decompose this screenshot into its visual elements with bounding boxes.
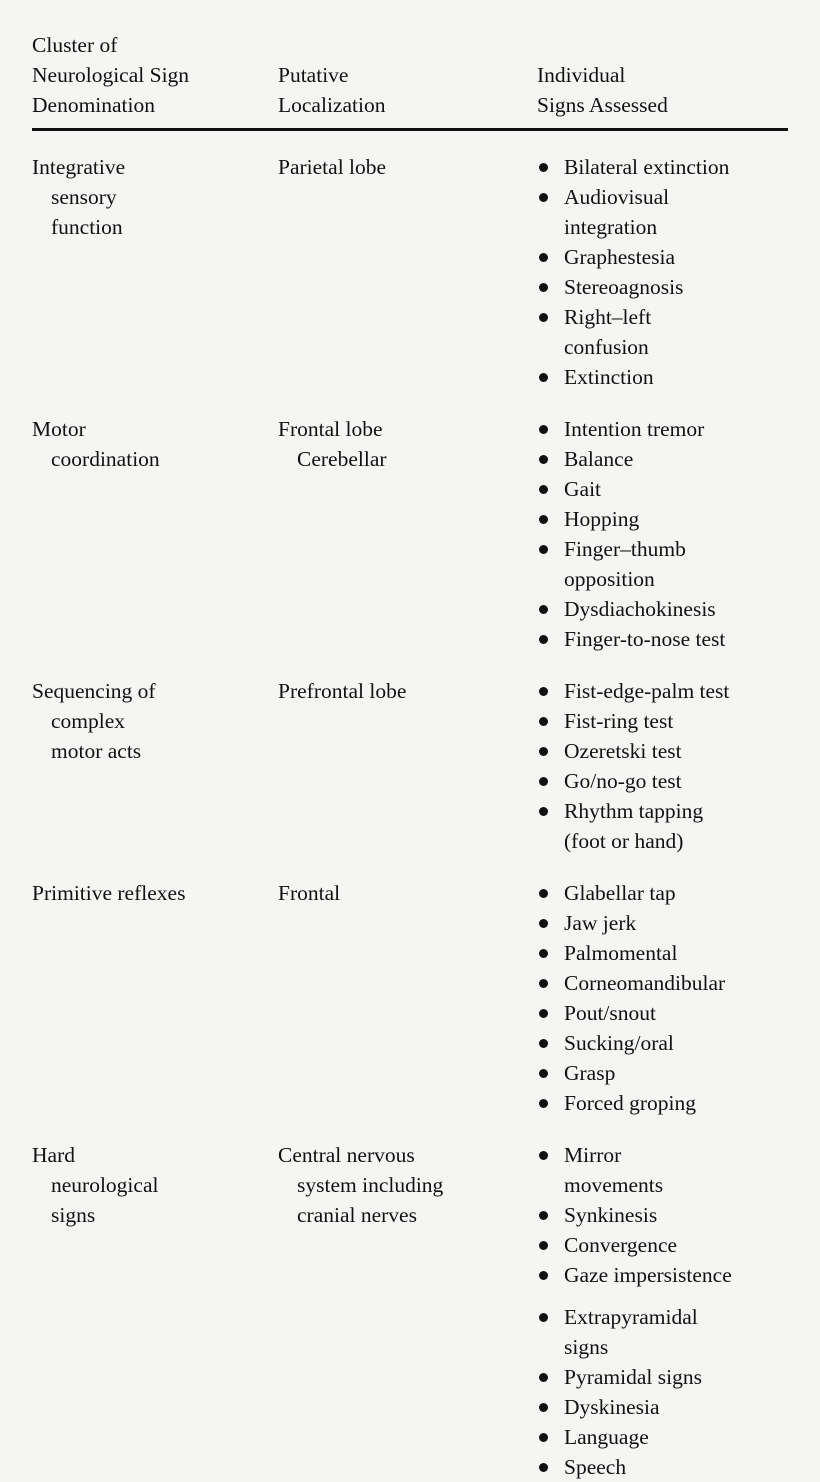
text-line: Speech bbox=[564, 1452, 788, 1482]
list-item-text bbox=[564, 1230, 788, 1260]
list-item bbox=[537, 1422, 788, 1452]
bullet-icon bbox=[539, 193, 548, 202]
bullet-icon bbox=[539, 1271, 548, 1280]
text-line: Forced groping bbox=[564, 1088, 788, 1118]
bullet-icon bbox=[539, 485, 548, 494]
table-row bbox=[32, 856, 788, 1118]
bullet-icon bbox=[539, 717, 548, 726]
text-line: opposition bbox=[564, 564, 788, 594]
text-line: Sequencing of bbox=[32, 676, 278, 706]
bullet-icon bbox=[539, 747, 548, 756]
list-item bbox=[537, 624, 788, 654]
list-item bbox=[537, 1230, 788, 1260]
text-line: Hopping bbox=[564, 504, 788, 534]
list-item-text bbox=[564, 362, 788, 392]
hanging-text-block bbox=[278, 414, 537, 474]
list-item bbox=[537, 1088, 788, 1118]
list-item-text bbox=[564, 272, 788, 302]
text-line: (foot or hand) bbox=[564, 826, 788, 856]
table-row bbox=[32, 392, 788, 654]
text-line: Rhythm tapping bbox=[564, 796, 788, 826]
list-item-text bbox=[564, 736, 788, 766]
list-item-text bbox=[564, 968, 788, 998]
list-item-text bbox=[564, 504, 788, 534]
text-line: Pyramidal signs bbox=[564, 1362, 788, 1392]
list-item bbox=[537, 182, 788, 242]
cell-localization bbox=[278, 856, 537, 1118]
hanging-text-block bbox=[278, 152, 537, 182]
text-line: Hard bbox=[32, 1140, 278, 1170]
signs-list bbox=[537, 152, 788, 392]
list-item bbox=[537, 534, 788, 594]
text-line: Right–left bbox=[564, 302, 788, 332]
list-item-text bbox=[564, 624, 788, 654]
cell-cluster bbox=[32, 130, 278, 393]
list-item bbox=[537, 968, 788, 998]
list-item-text bbox=[564, 706, 788, 736]
list-item bbox=[537, 1452, 788, 1482]
hanging-text-block bbox=[32, 152, 278, 242]
cell-cluster bbox=[32, 856, 278, 1118]
cell-localization bbox=[278, 1118, 537, 1482]
text-line: Glabellar tap bbox=[564, 878, 788, 908]
text-line: Central nervous bbox=[278, 1140, 537, 1170]
list-item-text bbox=[564, 152, 788, 182]
column-header-signs bbox=[537, 30, 788, 130]
text-line: Sucking/oral bbox=[564, 1028, 788, 1058]
list-item-text bbox=[564, 242, 788, 272]
text-line: Mirror bbox=[564, 1140, 788, 1170]
list-item-text bbox=[564, 1058, 788, 1088]
bullet-icon bbox=[539, 163, 548, 172]
header-line: Putative bbox=[278, 60, 537, 90]
list-item bbox=[537, 766, 788, 796]
cell-signs bbox=[537, 392, 788, 654]
cell-signs bbox=[537, 856, 788, 1118]
text-line: system including bbox=[278, 1170, 537, 1200]
text-line: Primitive reflexes bbox=[32, 878, 278, 908]
list-item-text bbox=[564, 766, 788, 796]
text-line: Extinction bbox=[564, 362, 788, 392]
list-item bbox=[537, 998, 788, 1028]
list-item-text bbox=[564, 1140, 788, 1200]
bullet-icon bbox=[539, 919, 548, 928]
list-item bbox=[537, 676, 788, 706]
bullet-icon bbox=[539, 545, 548, 554]
list-item-text bbox=[564, 1422, 788, 1452]
text-line: Intention tremor bbox=[564, 414, 788, 444]
list-item-text bbox=[564, 534, 788, 594]
list-item bbox=[537, 594, 788, 624]
bullet-icon bbox=[539, 889, 548, 898]
text-line: movements bbox=[564, 1170, 788, 1200]
bullet-icon bbox=[539, 949, 548, 958]
header-line: Denomination bbox=[32, 90, 278, 120]
header-line: Individual bbox=[537, 60, 788, 90]
list-item bbox=[537, 1058, 788, 1088]
list-item bbox=[537, 1200, 788, 1230]
list-item bbox=[537, 362, 788, 392]
bullet-icon bbox=[539, 313, 548, 322]
list-item-text bbox=[564, 1392, 788, 1422]
list-item-text bbox=[564, 594, 788, 624]
text-line: signs bbox=[564, 1332, 788, 1362]
list-item bbox=[537, 444, 788, 474]
bullet-icon bbox=[539, 1433, 548, 1442]
hanging-text-block bbox=[32, 1140, 278, 1230]
table-row bbox=[32, 130, 788, 393]
text-line: Fist-ring test bbox=[564, 706, 788, 736]
list-item bbox=[537, 474, 788, 504]
text-line: Balance bbox=[564, 444, 788, 474]
list-item-text bbox=[564, 1362, 788, 1392]
text-line: Gaze impersistence bbox=[564, 1260, 788, 1290]
list-item-text bbox=[564, 938, 788, 968]
text-line: Palmomental bbox=[564, 938, 788, 968]
table-row bbox=[32, 654, 788, 856]
table-header bbox=[32, 30, 788, 130]
cell-localization bbox=[278, 654, 537, 856]
list-item-text bbox=[564, 796, 788, 856]
cell-cluster bbox=[32, 392, 278, 654]
list-item-text bbox=[564, 182, 788, 242]
list-item bbox=[537, 1392, 788, 1422]
table-body bbox=[32, 130, 788, 1482]
text-line: cranial nerves bbox=[278, 1200, 537, 1230]
bullet-icon bbox=[539, 605, 548, 614]
list-item-text bbox=[564, 1200, 788, 1230]
bullet-icon bbox=[539, 1403, 548, 1412]
hanging-text-block bbox=[32, 414, 278, 474]
text-line: motor acts bbox=[32, 736, 278, 766]
cell-signs bbox=[537, 654, 788, 856]
column-header-cluster bbox=[32, 30, 278, 130]
cell-signs bbox=[537, 130, 788, 393]
list-item bbox=[537, 1140, 788, 1200]
hanging-text-block bbox=[278, 676, 537, 706]
list-item bbox=[537, 242, 788, 272]
text-line: Dyskinesia bbox=[564, 1392, 788, 1422]
cell-localization bbox=[278, 392, 537, 654]
list-item-text bbox=[564, 908, 788, 938]
text-line: Jaw jerk bbox=[564, 908, 788, 938]
text-line: function bbox=[32, 212, 278, 242]
list-item-text bbox=[564, 302, 788, 362]
text-line: neurological bbox=[32, 1170, 278, 1200]
text-line: Corneomandibular bbox=[564, 968, 788, 998]
bullet-icon bbox=[539, 1069, 548, 1078]
bullet-icon bbox=[539, 1211, 548, 1220]
header-line: Cluster of bbox=[32, 30, 278, 60]
text-line: Parietal lobe bbox=[278, 152, 537, 182]
column-header-localization bbox=[278, 30, 537, 130]
bullet-icon bbox=[539, 425, 548, 434]
list-item-text bbox=[564, 1088, 788, 1118]
list-item-text bbox=[564, 1302, 788, 1362]
text-line: complex bbox=[32, 706, 278, 736]
bullet-icon bbox=[539, 283, 548, 292]
list-item-text bbox=[564, 998, 788, 1028]
cell-signs bbox=[537, 1118, 788, 1482]
bullet-icon bbox=[539, 687, 548, 696]
list-item-text bbox=[564, 414, 788, 444]
list-item-text bbox=[564, 1028, 788, 1058]
cell-cluster bbox=[32, 654, 278, 856]
bullet-icon bbox=[539, 1151, 548, 1160]
text-line: Finger-to-nose test bbox=[564, 624, 788, 654]
list-item bbox=[537, 1362, 788, 1392]
header-line: Signs Assessed bbox=[537, 90, 788, 120]
bullet-icon bbox=[539, 979, 548, 988]
bullet-icon bbox=[539, 373, 548, 382]
text-line: Grasp bbox=[564, 1058, 788, 1088]
hanging-text-block bbox=[32, 676, 278, 766]
text-line: Go/no-go test bbox=[564, 766, 788, 796]
cell-localization bbox=[278, 130, 537, 393]
bullet-icon bbox=[539, 253, 548, 262]
bullet-icon bbox=[539, 1463, 548, 1472]
text-line: Extrapyramidal bbox=[564, 1302, 788, 1332]
text-line: signs bbox=[32, 1200, 278, 1230]
text-line: Frontal lobe bbox=[278, 414, 537, 444]
list-item-text bbox=[564, 878, 788, 908]
bullet-icon bbox=[539, 1241, 548, 1250]
text-line: Fist-edge-palm test bbox=[564, 676, 788, 706]
text-line: Pout/snout bbox=[564, 998, 788, 1028]
text-line: Integrative bbox=[32, 152, 278, 182]
text-line: Frontal bbox=[278, 878, 537, 908]
signs-list bbox=[537, 676, 788, 856]
text-line: coordination bbox=[32, 444, 278, 474]
text-line: Gait bbox=[564, 474, 788, 504]
text-line: Audiovisual bbox=[564, 182, 788, 212]
text-line: Cerebellar bbox=[278, 444, 537, 474]
bullet-icon bbox=[539, 455, 548, 464]
list-item bbox=[537, 272, 788, 302]
text-line: Convergence bbox=[564, 1230, 788, 1260]
text-line: Dysdiachokinesis bbox=[564, 594, 788, 624]
list-item bbox=[537, 908, 788, 938]
header-line: Neurological Sign bbox=[32, 60, 278, 90]
hanging-text-block bbox=[278, 1140, 537, 1230]
neurological-signs-table bbox=[32, 30, 788, 1482]
text-line: integration bbox=[564, 212, 788, 242]
list-item-text bbox=[564, 1260, 788, 1290]
text-line: sensory bbox=[32, 182, 278, 212]
text-line: confusion bbox=[564, 332, 788, 362]
bullet-icon bbox=[539, 1009, 548, 1018]
signs-list bbox=[537, 1140, 788, 1482]
text-line: Finger–thumb bbox=[564, 534, 788, 564]
text-line: Stereoagnosis bbox=[564, 272, 788, 302]
list-item bbox=[537, 736, 788, 766]
bullet-icon bbox=[539, 1313, 548, 1322]
bullet-icon bbox=[539, 1039, 548, 1048]
list-item bbox=[537, 1028, 788, 1058]
text-line: Graphestesia bbox=[564, 242, 788, 272]
list-item bbox=[537, 796, 788, 856]
text-line: Bilateral extinction bbox=[564, 152, 788, 182]
text-line: Prefrontal lobe bbox=[278, 676, 537, 706]
signs-list bbox=[537, 878, 788, 1118]
list-item-text bbox=[564, 1452, 788, 1482]
signs-list bbox=[537, 414, 788, 654]
list-item-text bbox=[564, 444, 788, 474]
cell-cluster bbox=[32, 1118, 278, 1482]
bullet-icon bbox=[539, 515, 548, 524]
bullet-icon bbox=[539, 1373, 548, 1382]
bullet-icon bbox=[539, 807, 548, 816]
list-item bbox=[537, 414, 788, 444]
list-item bbox=[537, 706, 788, 736]
text-line: Ozeretski test bbox=[564, 736, 788, 766]
bullet-icon bbox=[539, 635, 548, 644]
text-line: Language bbox=[564, 1422, 788, 1452]
table-row bbox=[32, 1118, 788, 1482]
list-item-text bbox=[564, 676, 788, 706]
bullet-icon bbox=[539, 1099, 548, 1108]
list-item bbox=[537, 1302, 788, 1362]
header-row bbox=[32, 30, 788, 130]
bullet-icon bbox=[539, 777, 548, 786]
hanging-text-block bbox=[278, 878, 537, 908]
list-item bbox=[537, 878, 788, 908]
hanging-text-block bbox=[32, 878, 278, 908]
list-item bbox=[537, 504, 788, 534]
list-item bbox=[537, 938, 788, 968]
text-line: Synkinesis bbox=[564, 1200, 788, 1230]
list-item bbox=[537, 302, 788, 362]
header-line: Localization bbox=[278, 90, 537, 120]
list-item bbox=[537, 152, 788, 182]
list-item-text bbox=[564, 474, 788, 504]
text-line: Motor bbox=[32, 414, 278, 444]
list-item bbox=[537, 1260, 788, 1290]
